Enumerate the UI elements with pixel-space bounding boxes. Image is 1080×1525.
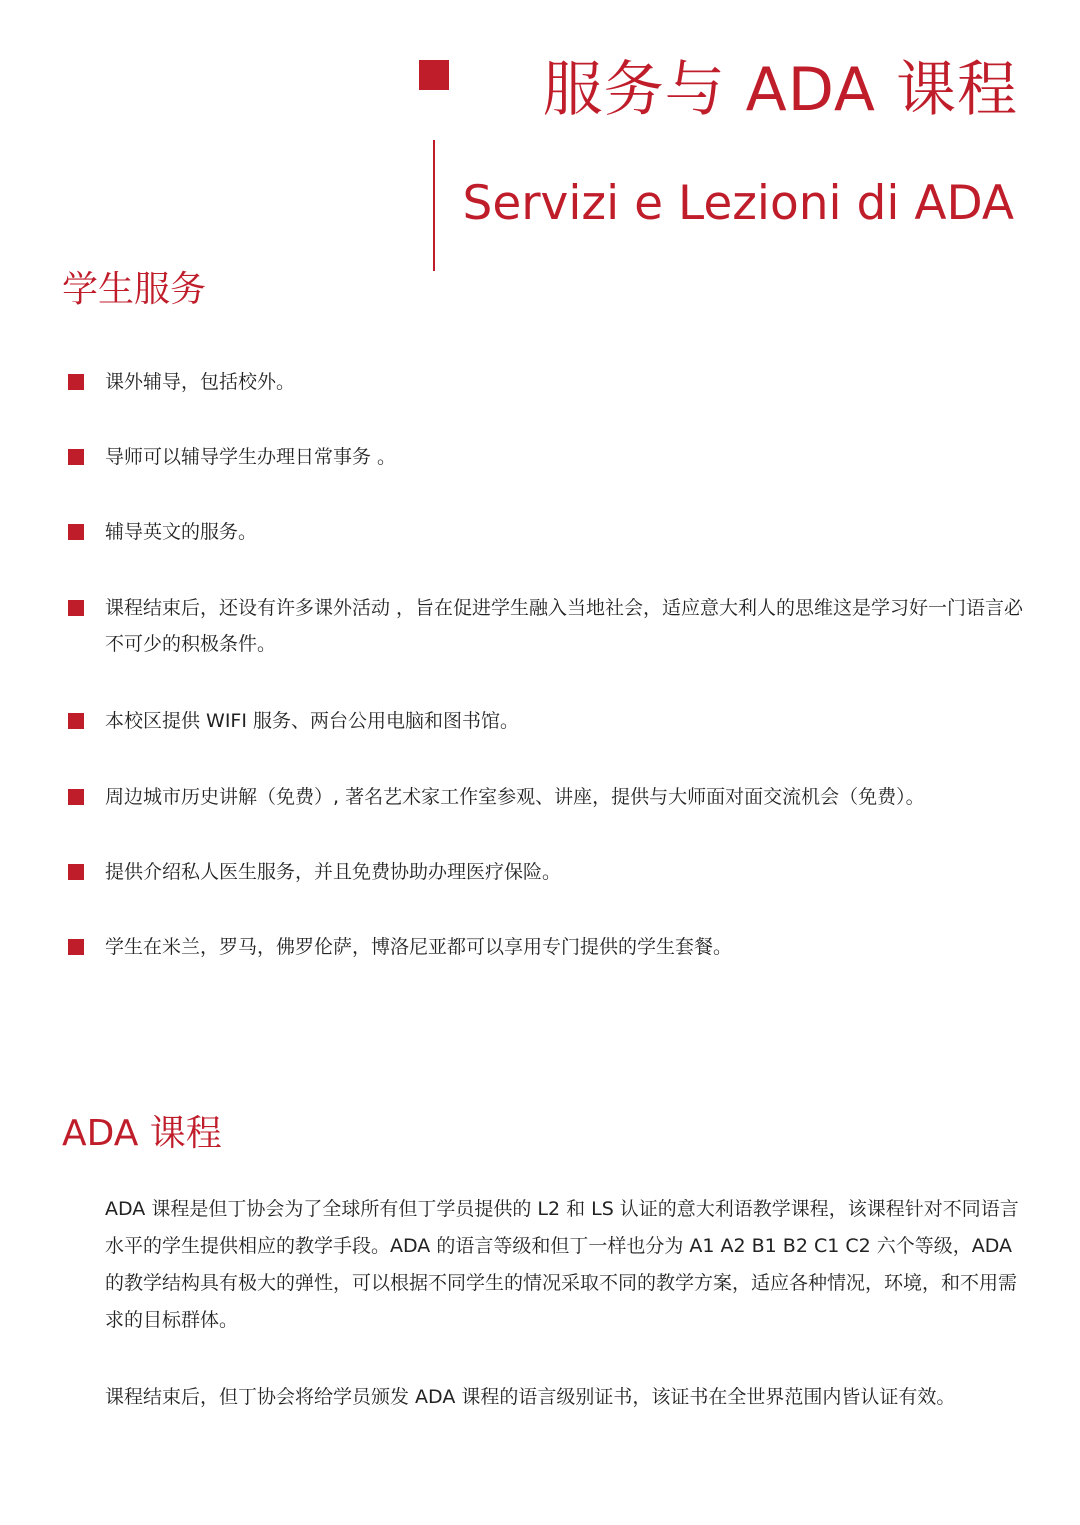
ada-certificate-paragraph: 课程结束后，但丁协会将给学员颁发 ADA 课程的语言级别证书，该证书在全世界范围内皆认证有效。: [105, 1386, 956, 1408]
list-item-text: 课外辅导，包括校外。: [105, 371, 296, 393]
list-item: [68, 444, 1028, 475]
list-item-text: 导师可以辅导学生办理日常事务 。: [105, 446, 397, 468]
page-title: 服务与 ADA 课程: [542, 55, 1018, 125]
square-bullet-icon: [68, 713, 84, 729]
square-bullet-icon: [68, 600, 84, 616]
list-item-text: 学生在米兰，罗马，佛罗伦萨，博洛尼亚都可以享用专门提供的学生套餐。: [105, 936, 733, 958]
square-bullet-icon: [68, 939, 84, 955]
list-item: [68, 369, 1028, 400]
square-bullet-icon: [68, 449, 84, 465]
list-item: [68, 859, 1028, 890]
list-item-text: 本校区提供 WIFI 服务、两台公用电脑和图书馆。: [105, 710, 520, 732]
accent-square: [419, 60, 449, 90]
ada-course-paragraph: ADA 课程是但丁协会为了全球所有但丁学员提供的 L2 和 LS 认证的意大利语教学课程，该课程针对不同语言水平的学生提供相应的教学手段。ADA 的语言等级和但丁一样也分为 A1 A2 B1 B2 C1 C2 六个等级，ADA 的教学结构具有极大的弹性，可以根据不同学生的情况采取不同的教学方案，适应各种情况，环境，和不用需求的目标群体。: [105, 1198, 1019, 1331]
square-bullet-icon: [68, 374, 84, 390]
list-item-text: 提供介绍私人医生服务，并且免费协助办理医疗保险。: [105, 861, 562, 883]
list-item: [68, 519, 1028, 550]
accent-divider-line: [433, 140, 435, 271]
section-heading-ada-courses: ADA 课程: [62, 1113, 222, 1154]
list-item-text: 辅导英文的服务。: [105, 521, 258, 543]
square-bullet-icon: [68, 864, 84, 880]
list-item: [68, 708, 1028, 739]
list-item: [68, 784, 1028, 815]
list-item: [68, 934, 1028, 965]
list-item: [68, 595, 1028, 662]
square-bullet-icon: [68, 789, 84, 805]
list-item-text: 课程结束后，还设有许多课外活动 ，旨在促进学生融入当地社会，适应意大利人的思维这是学习好一门语言必不可少的积极条件。: [105, 597, 1024, 655]
square-bullet-icon: [68, 524, 84, 540]
list-item-text: 周边城市历史讲解（免费）, 著名艺术家工作室参观、讲座，提供与大师面对面交流机会（免费）。: [105, 786, 925, 808]
section-heading-student-services: 学生服务: [62, 269, 207, 310]
page-subtitle: Servizi e Lezioni di ADA: [462, 176, 1014, 231]
